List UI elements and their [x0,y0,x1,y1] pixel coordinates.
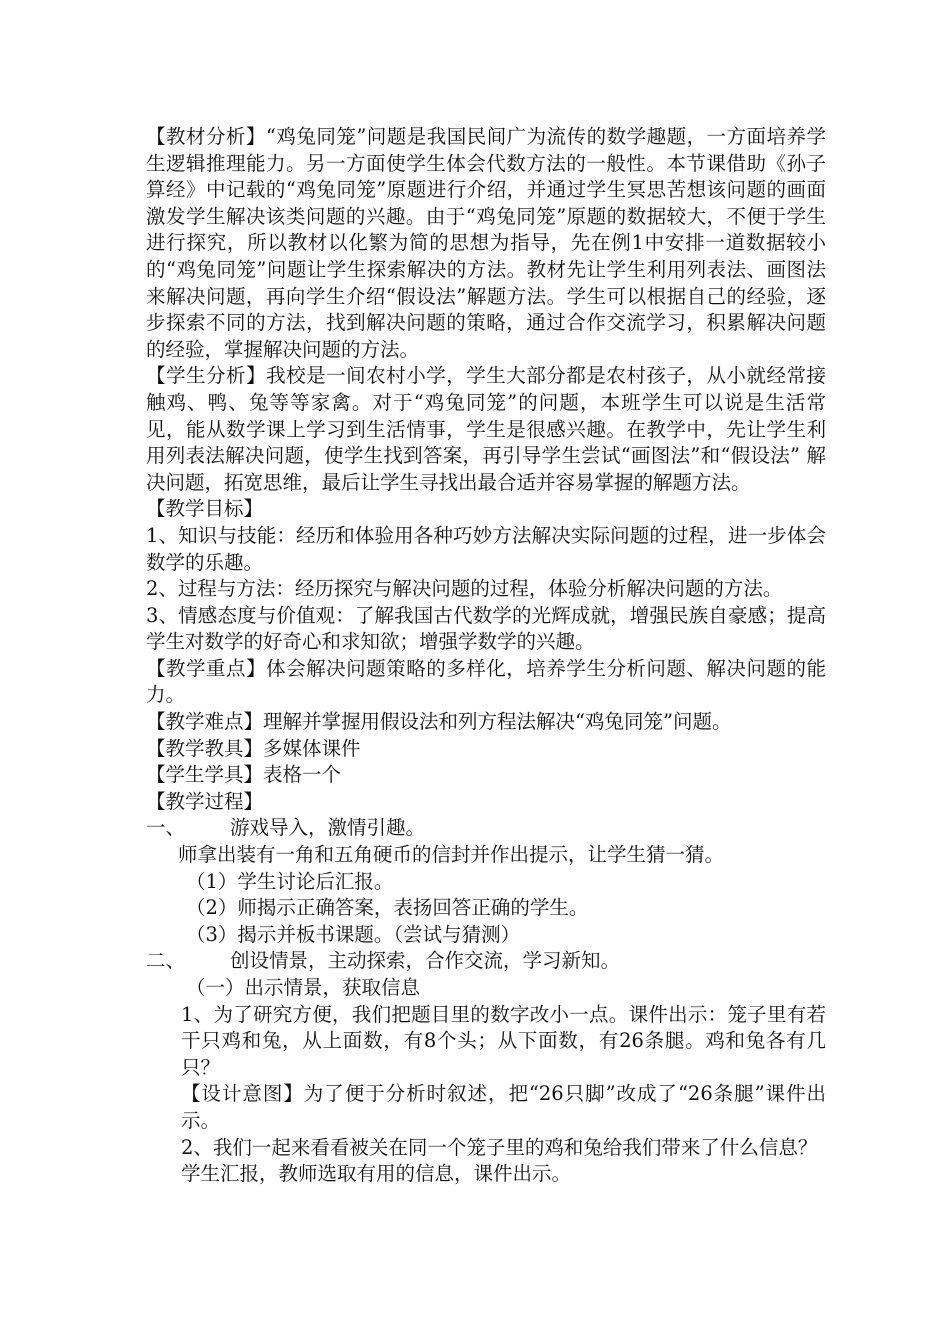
heading-teaching-process: 【教学过程】 [146,789,264,813]
section-2-number: 二、 [146,949,186,973]
section-1-item-2: （2）师揭示正确答案，表扬回答正确的学生。 [186,896,589,920]
goal-emotion-values: 3、情感态度与价值观：了解我国古代数学的光辉成就，增强民族自豪感；提高学生对数学的好奇心和求知欲；增强学数学的兴趣。 [146,603,826,654]
paragraph-teaching-aids: 【教学教具】多媒体课件 [146,736,361,760]
paragraph-difficulties: 【教学难点】理解并掌握用假设法和列方程法解决“鸡兔同笼”问题。 [146,710,732,734]
goal-knowledge-skills: 1、知识与技能：经历和体验用各种巧妙方法解决实际问题的过程，进一步体会数学的乐趣。 [146,523,826,574]
section-2-body-3: 学生汇报，教师选取有用的信息，课件出示。 [181,1162,572,1186]
section-2-body-1: 1、为了研究方便，我们把题目里的数字改小一点。课件出示：笼子里有若干只鸡和兔，从上面数，有8个头；从下面数，有26条腿。鸡和兔各有几只？ [181,1002,826,1079]
section-1-heading [146,815,826,842]
section-1-body: 师拿出装有一角和五角硬币的信封并作出提示，让学生猜一猜。 [178,843,725,867]
section-2-subheading: （一）出示情景，获取信息 [186,976,421,999]
section-1-item-1: （1）学生讨论后汇报。 [186,869,394,893]
section-1-number: 一、 [146,816,186,840]
goal-process-method: 2、过程与方法：经历探究与解决问题的过程，体验分析解决问题的方法。 [146,577,783,601]
paragraph-textbook-analysis: 【教材分析】“鸡兔同笼”问题是我国民间广为流传的数学趣题，一方面培养学生逻辑推理能力。另一方面使学生体会代数方法的一般性。本节课借助《孙子算经》中记载的“鸡兔同笼”原题进行介绍，并通过学生冥思苦想该问题的画面激发学生解决该类问题的兴趣。由于“鸡兔同笼”原题的数据较大，不便于学生进行探究，所以教材以化繁为简的思想为指导，先在例1中安排一道数据较小的“鸡兔同笼”问题让学生探索解决的方法。教材先让学生利用列表法、画图法来解决问题，再向学生介绍“假设法”解题方法。学生可以根据自己的经验，逐步探索不同的方法，找到解决问题的策略，通过合作交流学习，积累解决问题的经验，掌握解决问题的方法。 [146,125,826,361]
section-2-heading [146,948,826,975]
section-2-body-2: 2、我们一起来看看被关在同一个笼子里的鸡和兔给我们带来了什么信息？ [181,1135,818,1159]
section-2-title: 创设情景，主动探索，合作交流，学习新知。 [230,949,621,973]
document-body [146,124,826,1188]
section-1-item-3: （3）揭示并板书课题。（尝试与猜测） [186,922,521,946]
paragraph-student-analysis: 【学生分析】我校是一间农村小学，学生大部分都是农村孩子，从小就经常接触鸡、鸭、兔等等家禽。对于“鸡兔同笼”的问题，本班学生可以说是生活常见，能从数学课上学习到生活情事，学生是很感兴趣。在教学中，先让学生利用列表法解决问题，使学生找到答案，再引导学生尝试“画图法”和“假设法” 解决问题，拓宽思维，最后让学生寻找出最合适并容易掌握的解题方法。 [146,364,826,494]
section-2-design-intent: 【设计意图】为了便于分析时叙述，把“26只脚”改成了“26条腿”课件出示。 [181,1082,826,1132]
section-1-title: 游戏导入，激情引趣。 [230,816,426,840]
paragraph-student-aids: 【学生学具】表格一个 [146,763,342,787]
heading-teaching-goals: 【教学目标】 [146,497,264,521]
paragraph-key-points: 【教学重点】体会解决问题策略的多样化，培养学生分析问题、解决问题的能力。 [146,656,826,707]
